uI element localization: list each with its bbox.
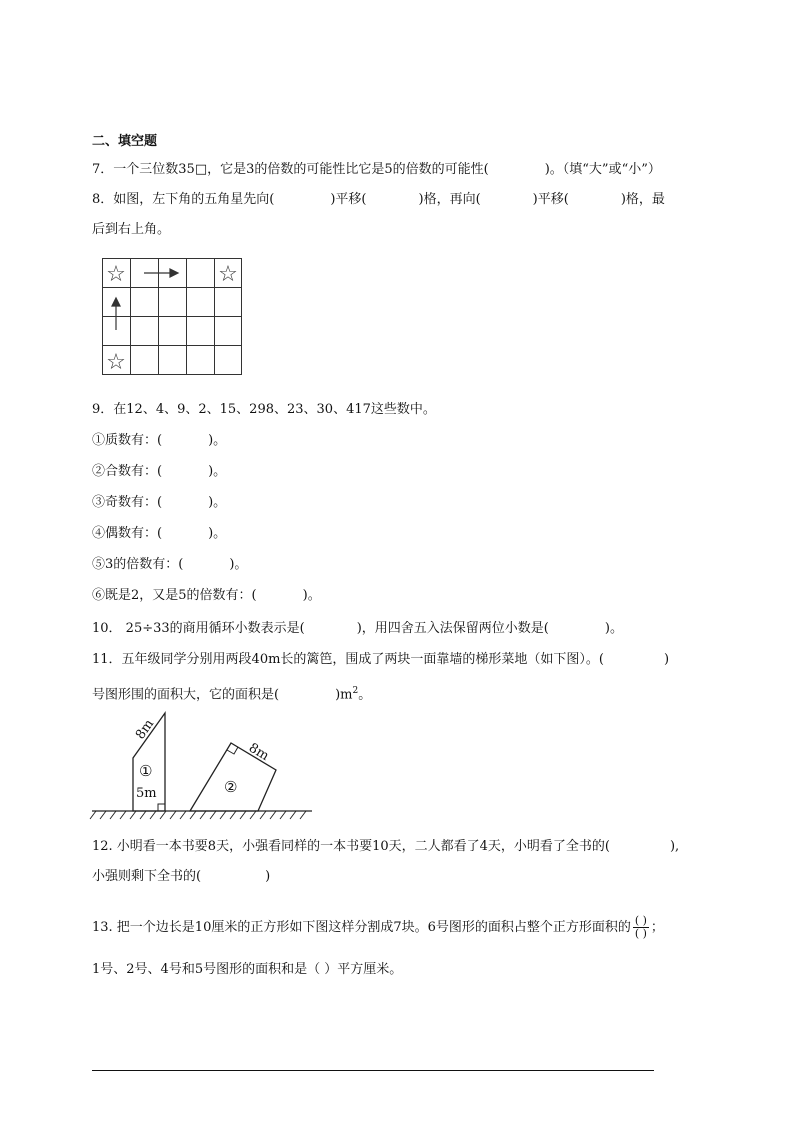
q9-intro: 9．在12、4、9、2、15、298、23、30、417这些数中。: [92, 402, 436, 417]
q9-item-6: ⑥既是2，又是5的倍数有：( )。: [92, 588, 321, 603]
question-7: [92, 161, 661, 179]
q7-text-b: )。（填“大”或“小”）: [544, 162, 661, 177]
arrow-up-icon: [112, 298, 120, 330]
q9-item-2: ②合数有：( )。: [92, 464, 227, 479]
question-8: [92, 191, 665, 209]
arrow-right-icon: [144, 269, 178, 277]
ground-hatching: [90, 811, 306, 819]
question-12-line-2: 小强则剩下全书的( ): [92, 869, 271, 884]
question-10: 10． 25÷33的商用循环小数表示是( )，用四舍五入法保留两位小数是( )。: [92, 621, 623, 636]
star-icon-top-left: ☆: [106, 262, 126, 287]
label-circle-2: ②: [224, 778, 238, 796]
q7-text-a: 7．一个三位数35□，它是3的倍数的可能性比它是5的倍数的可能性(: [92, 162, 489, 177]
label-8m-trapezoid-1: 8m: [132, 716, 158, 743]
q9-item-4: ④偶数有：( )。: [92, 526, 227, 541]
label-5m: 5m: [136, 786, 157, 801]
label-8m-trapezoid-2: 8m: [245, 740, 272, 765]
question-13-line-2: 1号、2号、4号和5号图形的面积和是（ ）平方厘米。: [92, 962, 403, 977]
q8-part-4: )平移(: [532, 192, 569, 207]
section-title: 二、填空题: [92, 134, 158, 149]
question-12-line-1: 12. 小明看一本书要8天，小强看同样的一本书要10天，二人都看了4天，小明看了全书的( ),: [92, 839, 680, 854]
right-angle-mark-1: [158, 804, 165, 811]
q8-part-1: 8．如图，左下角的五角星先向(: [92, 192, 275, 207]
question-11-line-2: 号图形围的面积大，它的面积是( )$m^2$。: [92, 686, 372, 703]
fraction-blank: $\frac{( )}{( )}$: [634, 914, 647, 940]
q8-part-2: )平移(: [330, 192, 367, 207]
q8-part-5: )格，最: [620, 192, 665, 207]
footer-rule: [92, 1070, 654, 1071]
star-grid-figure: [102, 258, 242, 376]
q9-item-1: ①质数有：( )。: [92, 433, 227, 448]
star-icon-bottom-left: ☆: [106, 350, 126, 375]
star-icon-top-right: ☆: [218, 262, 238, 287]
q8-line-2: 后到右上角。: [92, 222, 171, 237]
q8-part-3: )格，再向(: [418, 192, 481, 207]
trapezoid-figure: [92, 708, 314, 820]
label-circle-1: ①: [139, 762, 153, 780]
question-11-line-1: 11．五年级同学分别用两段40m长的篱笆，围成了两块一面靠墙的梯形菜地（如下图）。( ): [92, 652, 670, 667]
q9-item-3: ③奇数有：( )。: [92, 495, 227, 510]
q9-item-5: ⑤3的倍数有：( )。: [92, 557, 248, 572]
question-13-line-1: 13. 把一个边长是10厘米的正方形如下图这样分割成7块。6号图形的面积占整个正方形面积的 $\frac{( )}{( )}$ ；: [92, 914, 664, 940]
